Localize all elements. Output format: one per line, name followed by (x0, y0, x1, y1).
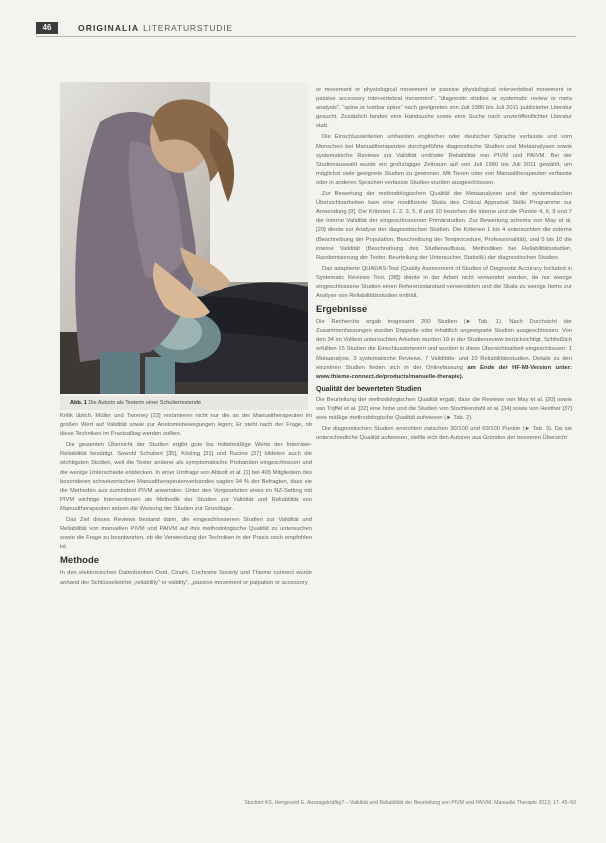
body-paragraph: Die Einschlusskriterien umfassten englischer oder deutscher Sprache verfasste und vom Menschen bei Manualtherapeuten durchgeführte diagnostische Studien und Metaanalysen sowie systematische Reviews zur Validität und/oder Reliabilität von PIVM und PAIVM. Bei der Studienauswahl wurde ein großzügiger Zeitraum auf von Juli 1980 bis Juli 2011 gewählt, um möglichst viele geeignete Studien zu gewinnen. Mit Tieren oder von Manualtherapeuten verfasste oder in anderen Sprachen verfasste Studien wurden ausgeschlossen. (316, 134, 572, 186)
right-text-column (316, 86, 572, 445)
left-text-column (60, 412, 312, 590)
body-paragraph: Das adaptierte QUADAS-Tool (Quality Assessment of Studies of Diagnostic Accuracy Included in Systematic Reviews Tool, [38]) diente in der Arbeit nicht verwendet werden, da nur wenige eingeschlossene Studien einen Referenzstandard verwendeten und die Skala zu wenige Items zur Analyse von Reliabilitätsstudien enthält. (316, 265, 572, 300)
results-heading: Ergebnisse (316, 304, 368, 316)
figure-caption (60, 396, 308, 410)
section-name: ORIGINALIA (78, 23, 140, 33)
body-paragraph: Die diagnostischen Studien erreichten zwischen 30/100 und 69/100 Punkte (► Tab. 3). Da sie unterschiedliche Qualität aufweisen, stellte sich den Autoren aus Gründen der besseren Übersicht (316, 426, 572, 442)
page-header (36, 22, 576, 36)
header-divider (36, 36, 576, 37)
caption-text: Die Autorin als Testerin einer Schultertestende (88, 400, 202, 406)
body-paragraph: Das Ziel dieses Reviews bestand darin, die eingeschlossenen Studien zur Validität und Reliabilität von manuellen PIVM und PAIVM auf ihre methodologische Qualität zu untersuchen sowie die Frage zu beantworten, ob die Verwendung der Techniken in der Praxis noch empfohlen ist. (60, 517, 312, 551)
body-paragraph (316, 318, 572, 382)
page-footer-citation: Stuckert KS, Hengeveld E. Aussagekräftig? – Validität und Reliabilität der Beurteilung von PIVM und PAIVM. Manuelle Therapie 2013; 17: 45–53 (244, 800, 576, 806)
results-text: Die Recherche ergab insgesamt 200 Studien (► Tab. 1). Nach Durchsicht der Zusammenfassungen wurden Doppelte oder inhaltlich ungeeignete Studien ausgeschlossen. Von den 34 im Volltext untersuchten Arbeiten wurden 19 in der Studienreview berücksichtigt. Schließlich erfüllten 15 Studien die Einschlusskriterien und wurden in diese Übersichtsarbeit eingeschlossen: 1 Metaanalyse, 3 systematische Reviews, 7 Validitäts- und 10 Reliabilitätsstudien. Details zu den einzelnen Studien finden sich in der Onlinefassung (316, 319, 572, 371)
body-paragraph: Die Beurteilung der methodologischen Qualität ergab, dass die Reviews von May et al. [20] sowie van Trijffel et al. [32] eine hohe und die Studien von Stochkendahl et al. [34] sowie von Hesther [37] eine mäßige methodologische Qualität aufwiesen (► Tab. 2). (316, 396, 572, 421)
methods-heading: Methode (60, 555, 100, 567)
body-paragraph: In den elektronischen Datenbanken Ovid, Cinahl, Cochrane Society und Thieme connect wurde anhand der Schlüsselwörter „reliability“ or validity“, „passive movement or palpation or accessory (60, 570, 312, 586)
section-label (78, 22, 233, 34)
body-paragraph: Kritik üblich. Müller und Twomey [22] resümieren nicht nur die an der Manualtherapeuten im großen Wert auf Validität sowie zur Anatomiebewegungen legen; Er steht nach der Frage, ob diese Techniken im Praxisalltag werden sollten. (60, 413, 312, 438)
body-paragraph: or movement or physiological movement or passive physiological intervertebral movement or passive accessory intervertebral movement“, “diagnostic studies or systematic review or meta analysis”, “spine or lumbar spine” nach geeigneten von Juli 1980 bis Juli 2011 publizierter Literatur gesucht. Zusätzlich fanden eine Handsuche sowie eine Suche nach unveröffentlichter Literatur statt. (316, 87, 572, 130)
subsection-name: LITERATURSTUDIE (143, 23, 233, 33)
body-paragraph: Die gesamten Übersicht der Studien ergibt gute bis mittelmäßige Werte der Interrater-Reliabilität bestätigt. Sowohl Schubert [35], Kösling [31] und Racine [37] bildeten auch die wichtigsten Studien, weil die Tester anderer als symptomatische Probanden eingeschlossen und die wenige Unterschiede entdecken. In einer Umfrage von Abbott et al. [1] bei 405 Mitgliedern des besonderen schweizerischen Manualtherapeutenverbandes sagten 94 % der Befragten, dass sie die Methoden aus zumindest PIVM anwenden. Unter den Vorgesetzten eines im NZ-Setting mit PIVM wichtige Interventionen als Methodik der Studien zur Validität und Reliabilität von Manualtherapeuten setzen die Weisung der Studien zur Grundlage. (60, 442, 312, 512)
page-number: 46 (36, 22, 58, 34)
body-paragraph: Zur Bewertung der methodologischen Qualität der Metaanalysen und der systematischen Übersichtsarbeiten kam eine modifizierte Skala des Critical Appraisal Skills Programme zur Anwendung [9]. Die Kriterien 1, 2, 3, 5, 8 und 10 beziehen die interne und die Punkte 4, 6, 9 und 7 die interne Validität der eingeschlossenen Primärstudien. Zur Bewertung schema von May et al. [20] diente zur Analyse der diagnostischen Studien. Die Kriterien 1 bis 4 untersuchten die externe (Beschreibung der Population, Beschreibung der Testprocedure, Professionalität), und 5 bis 10 die interne Validität (Beschreibung des Studienaufbaus, Methodiken bei Reliabilitätsstudien, Randomisierung der Tester, Beurteilung der Untersucher, Statistik) der diagnostischen Studien. (316, 191, 572, 261)
quality-heading: Qualität der bewerteten Studien (316, 385, 422, 393)
online-version-link[interactable]: am Ende der HF-MI-Version unter: www.thieme-connect.de/products/manuelle-therapie). (316, 364, 572, 380)
caption-label: Abb. 1 (70, 400, 87, 406)
therapy-scene-image (60, 82, 308, 394)
figure-photo (60, 82, 308, 394)
